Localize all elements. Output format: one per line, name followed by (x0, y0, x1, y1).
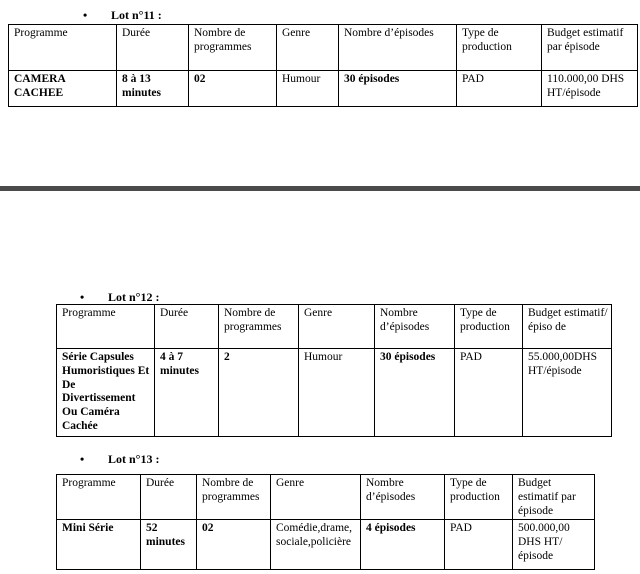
table-header-row (57, 475, 595, 520)
cell-nombre-episodes: 4 épisodes (361, 520, 445, 570)
header-cell: Budget estimatif/épiso de (523, 305, 612, 349)
lot-12-table (56, 304, 612, 437)
cell-programme: Série Capsules Humoristiques Et De Divertissement Ou Caméra Cachée (57, 349, 155, 437)
bullet: • (83, 8, 88, 22)
lot-12-label: Lot n°12 : (108, 290, 160, 304)
lot-12-title (80, 290, 159, 304)
cell-genre: Humour (299, 349, 375, 437)
cell-nombre-episodes: 30 épisodes (375, 349, 455, 437)
cell-type-production: PAD (457, 71, 542, 107)
lot-11-title (83, 8, 162, 22)
cell-duree: 8 à 13 minutes (117, 71, 189, 107)
header-cell: Nombre d’épisodes (339, 25, 457, 71)
header-cell: Programme (9, 25, 117, 71)
lot-13-label: Lot n°13 : (108, 452, 160, 466)
table-header-row (9, 25, 638, 71)
header-cell: Budget estimatif par épisode (513, 475, 595, 520)
header-cell: Type de production (445, 475, 513, 520)
header-cell: Type de production (457, 25, 542, 71)
header-cell: Type de production (455, 305, 523, 349)
lot-13-title (80, 452, 159, 466)
cell-budget: 500.000,00 DHS HT/épisode (513, 520, 595, 570)
header-cell: Durée (117, 25, 189, 71)
header-cell: Nombre de programmes (197, 475, 271, 520)
cell-nombre-programmes: 2 (219, 349, 299, 437)
header-cell: Programme (57, 475, 141, 520)
lot-11-label: Lot n°11 : (111, 8, 162, 22)
cell-budget: 55.000,00DHS HT/épisode (523, 349, 612, 437)
cell-type-production: PAD (455, 349, 523, 437)
bullet: • (80, 290, 85, 304)
cell-type-production: PAD (445, 520, 513, 570)
cell-duree: 52 minutes (141, 520, 197, 570)
cell-programme: Mini Série (57, 520, 141, 570)
header-cell: Programme (57, 305, 155, 349)
table-row (9, 71, 638, 107)
header-cell: Nombre d’épisodes (375, 305, 455, 349)
header-cell: Genre (271, 475, 361, 520)
header-cell: Genre (277, 25, 339, 71)
header-cell: Durée (141, 475, 197, 520)
table-header-row (57, 305, 612, 349)
header-cell: Genre (299, 305, 375, 349)
lot-13-table (56, 474, 595, 570)
cell-budget: 110.000,00 DHS HT/épisode (542, 71, 638, 107)
cell-nombre-programmes: 02 (189, 71, 277, 107)
table-row (57, 349, 612, 437)
header-cell: Budget estimatif par épisode (542, 25, 638, 71)
lot-11-table (8, 24, 638, 107)
cell-duree: 4 à 7 minutes (155, 349, 219, 437)
header-cell: Durée (155, 305, 219, 349)
page-separator (0, 186, 640, 191)
cell-programme: CAMERA CACHEE (9, 71, 117, 107)
cell-genre: Comédie,drame, sociale,policière (271, 520, 361, 570)
table-row (57, 520, 595, 570)
header-cell: Nombre d’épisodes (361, 475, 445, 520)
cell-nombre-episodes: 30 épisodes (339, 71, 457, 107)
cell-genre: Humour (277, 71, 339, 107)
cell-nombre-programmes: 02 (197, 520, 271, 570)
bullet: • (80, 452, 85, 466)
header-cell: Nombre de programmes (219, 305, 299, 349)
header-cell: Nombre de programmes (189, 25, 277, 71)
